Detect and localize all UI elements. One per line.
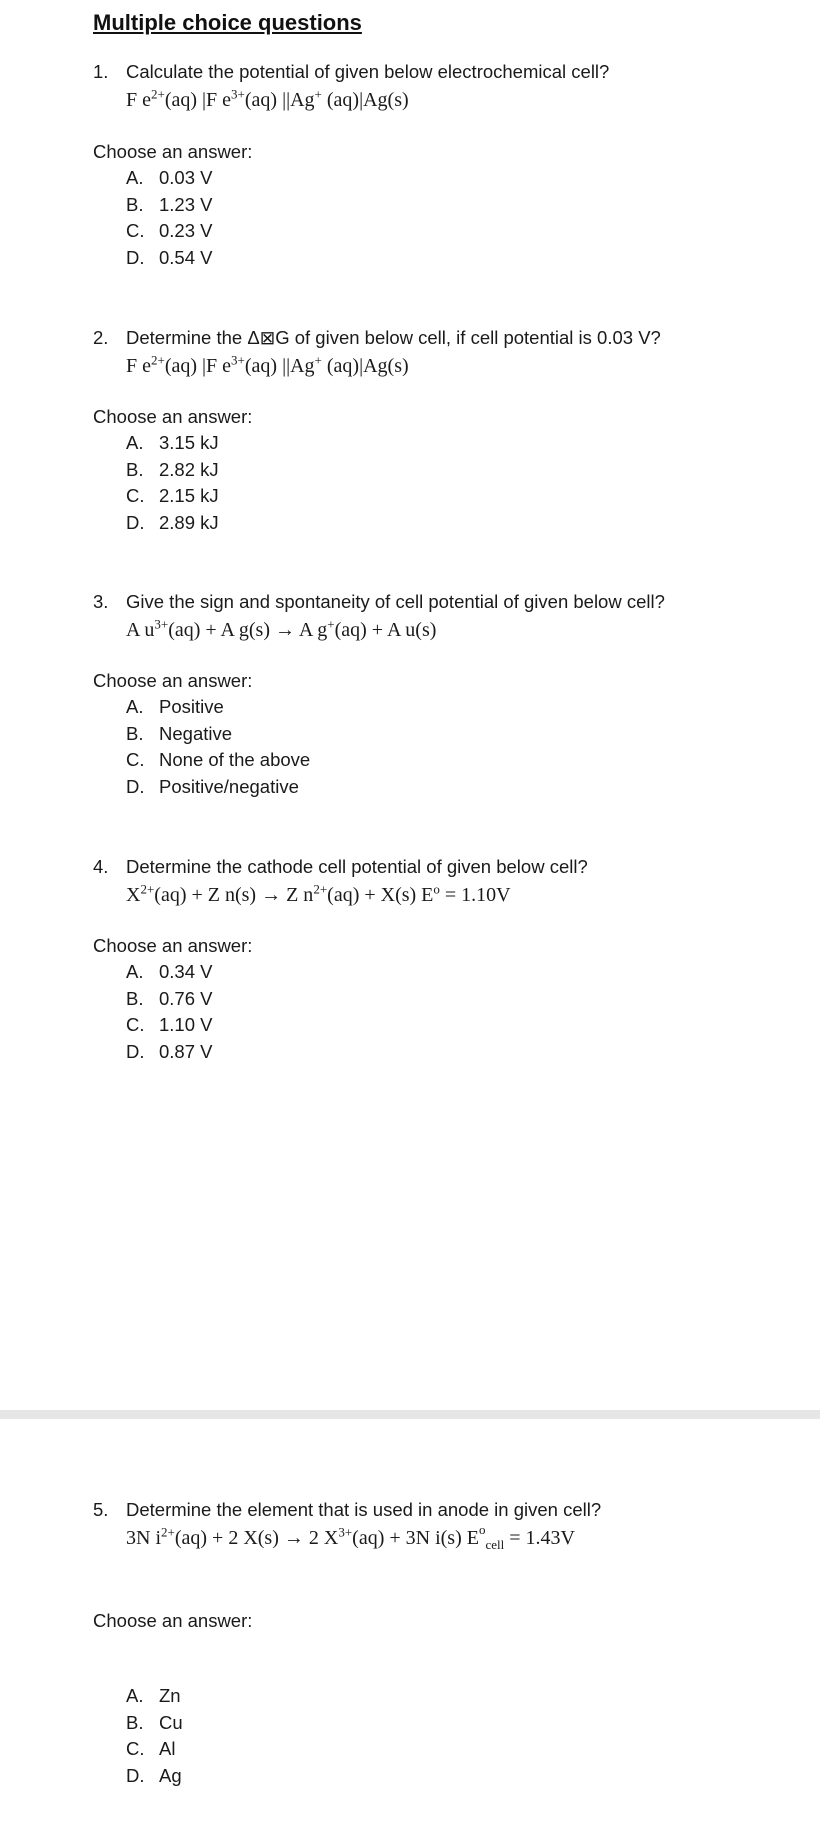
answer-option[interactable]: A. 0.03 V — [126, 167, 213, 188]
answer-block-3 — [93, 667, 813, 800]
answer-option[interactable]: D. 2.89 kJ — [126, 511, 219, 533]
choose-answer-label: Choose an answer: — [93, 670, 253, 691]
question-text — [93, 853, 813, 881]
answer-option[interactable]: D. Ag — [126, 1764, 182, 1786]
answer-option[interactable]: A. 0.34 V — [126, 961, 213, 982]
question-number: 1. — [93, 61, 109, 82]
question-number: 2. — [93, 327, 109, 348]
answer-block-4 — [93, 932, 813, 1065]
choose-answer-label: Choose an answer: — [93, 406, 253, 427]
question-prompt: Determine the element that is used in anode in given cell? — [126, 1499, 602, 1520]
answer-option[interactable]: A. Positive — [126, 696, 224, 717]
answer-options-5 — [93, 1683, 813, 1789]
answer-option[interactable]: A. 3.15 kJ — [126, 432, 219, 453]
question-equation: $X^{2+}(aq) + Z$ n(s) → Z $n^{2+}(aq) + X(s) E^o = 1.10V$ — [126, 881, 511, 906]
answer-option[interactable]: C. 0.23 V — [126, 220, 213, 241]
question-number: 4. — [93, 856, 109, 877]
answer-options — [93, 165, 813, 271]
answer-option[interactable]: A. Zn — [126, 1685, 181, 1706]
question-prompt: Give the sign and spontaneity of cell potential of given below cell? — [126, 591, 665, 612]
answer-option[interactable]: B. 0.76 V — [126, 987, 213, 1009]
question-1 — [93, 58, 813, 114]
question-equation: F $e^{2+}(aq)$ |F $e^{3+}(aq)$ ||Ag+ (aq)|Ag(s) — [126, 86, 409, 111]
answer-block-5 — [93, 1607, 813, 1634]
page-heading: Multiple choice questions — [93, 10, 362, 35]
question-prompt: Determine the Δ⊠G of given below cell, if cell potential is 0.03 V? — [126, 327, 661, 348]
question-2 — [93, 324, 813, 380]
question-4 — [93, 853, 813, 909]
answer-options — [93, 430, 813, 536]
answer-option[interactable]: B. Cu — [126, 1711, 183, 1733]
answer-option[interactable]: D. 0.54 V — [126, 246, 213, 268]
question-prompt: Calculate the potential of given below electrochemical cell? — [126, 61, 610, 82]
question-text — [93, 58, 813, 86]
choose-answer-label: Choose an answer: — [93, 935, 253, 956]
question-text — [93, 324, 813, 352]
answer-option[interactable]: D. 0.87 V — [126, 1040, 213, 1062]
answer-options — [93, 959, 813, 1065]
question-prompt: Determine the cathode cell potential of given below cell? — [126, 856, 588, 877]
answer-option[interactable]: D. Positive/negative — [126, 775, 299, 797]
answer-option[interactable]: C. 1.10 V — [126, 1014, 213, 1035]
answer-option[interactable]: C. Al — [126, 1738, 176, 1759]
page-separator — [0, 1410, 820, 1419]
answer-option[interactable]: B. Negative — [126, 722, 233, 744]
answer-options — [93, 694, 813, 800]
answer-option[interactable]: C. None of the above — [126, 749, 311, 770]
question-equation: 3N $i^{2+}(aq) + 2$ X(s) → 2 $X^{3+}(aq) + 3N$ i(s) $E^o_{cell} = 1.43V$ — [126, 1522, 575, 1552]
answer-option[interactable]: C. 2.15 kJ — [126, 485, 219, 506]
question-3 — [93, 588, 813, 644]
answer-block-2 — [93, 403, 813, 536]
question-5 — [93, 1496, 813, 1552]
answer-options — [93, 1683, 813, 1789]
document-page-2 — [0, 1419, 820, 1832]
choose-answer-label: Choose an answer: — [93, 1610, 253, 1631]
question-text — [93, 588, 813, 616]
answer-option[interactable]: B. 1.23 V — [126, 193, 213, 215]
answer-option[interactable]: B. 2.82 kJ — [126, 458, 219, 480]
choose-answer-label: Choose an answer: — [93, 141, 253, 162]
question-number: 5. — [93, 1499, 109, 1520]
question-equation: F $e^{2+}(aq)$ |F $e^{3+}(aq)$ ||Ag+ (aq)|Ag(s) — [126, 352, 409, 377]
question-number: 3. — [93, 591, 109, 612]
answer-block-1 — [93, 138, 813, 271]
question-text — [93, 1496, 813, 1524]
question-equation: A $u^{3+}(aq) + A$ g(s) → A g+(aq) + A u(s) — [126, 616, 437, 641]
